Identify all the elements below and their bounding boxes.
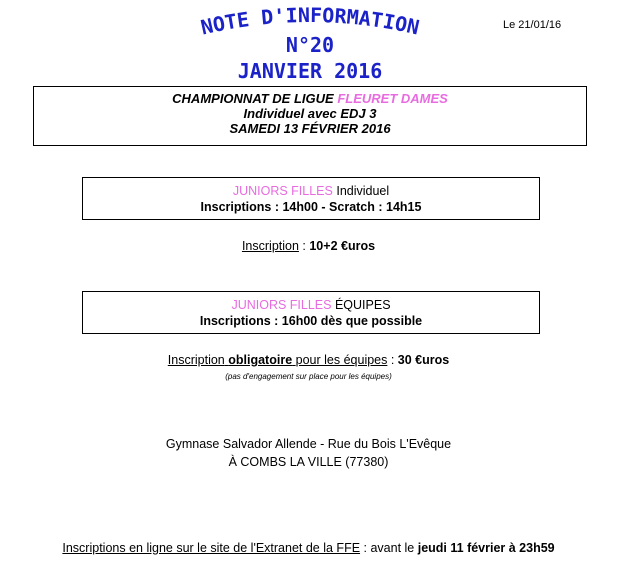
online-registration-deadline: jeudi 11 février à 23h59 xyxy=(417,541,555,555)
online-registration xyxy=(0,541,617,555)
individual-box xyxy=(82,177,540,220)
championship-line-3: SAMEDI 13 FÉVRIER 2016 xyxy=(229,121,391,136)
teams-heading xyxy=(83,297,539,313)
teams-schedule: Inscriptions : 16h00 dès que possible xyxy=(199,314,423,328)
venue-line-2: À COMBS LA VILLE (77380) xyxy=(228,455,389,469)
championship-line-1 xyxy=(34,91,586,106)
title-line-3: JANVIER 2016 xyxy=(237,59,383,83)
teams-box xyxy=(82,291,540,334)
teams-fee xyxy=(0,353,617,367)
individual-fee-label: Inscription xyxy=(241,239,299,253)
title-line-1: NOTE D'INFORMATION xyxy=(198,2,422,40)
teams-type: ÉQUIPES xyxy=(334,298,391,312)
teams-fee-sep: : xyxy=(387,353,398,367)
teams-fee-value: 30 €uros xyxy=(397,353,450,367)
online-registration-sep: : avant le xyxy=(360,541,418,555)
teams-category: JUNIORS FILLES xyxy=(231,298,332,312)
title-line-2: N°20 xyxy=(285,33,335,57)
online-registration-text: Inscriptions en ligne sur le site de l'Extranet de la FFE xyxy=(62,541,361,555)
document-date: Le 21/01/16 xyxy=(503,19,562,31)
individual-type: Individuel xyxy=(336,184,390,198)
venue-line-1: Gymnase Salvador Allende - Rue du Bois L'Evêque xyxy=(165,437,452,451)
championship-highlight: FLEURET DAMES xyxy=(337,91,448,106)
teams-fee-label: Inscription obligatoire pour les équipes xyxy=(167,353,388,367)
teams-note: (pas d'engagement sur place pour les équipes) xyxy=(225,372,392,381)
championship-line-2: Individuel avec EDJ 3 xyxy=(243,106,377,121)
individual-fee xyxy=(0,239,617,253)
individual-heading xyxy=(83,183,539,199)
championship-prefix: CHAMPIONNAT DE LIGUE xyxy=(172,91,334,106)
individual-fee-value: 10+2 €uros xyxy=(309,239,376,253)
championship-box xyxy=(33,86,587,146)
individual-category: JUNIORS FILLES xyxy=(232,184,333,198)
individual-fee-sep: : xyxy=(298,239,310,253)
document-title xyxy=(160,0,460,90)
individual-schedule: Inscriptions : 14h00 - Scratch : 14h15 xyxy=(200,200,422,214)
